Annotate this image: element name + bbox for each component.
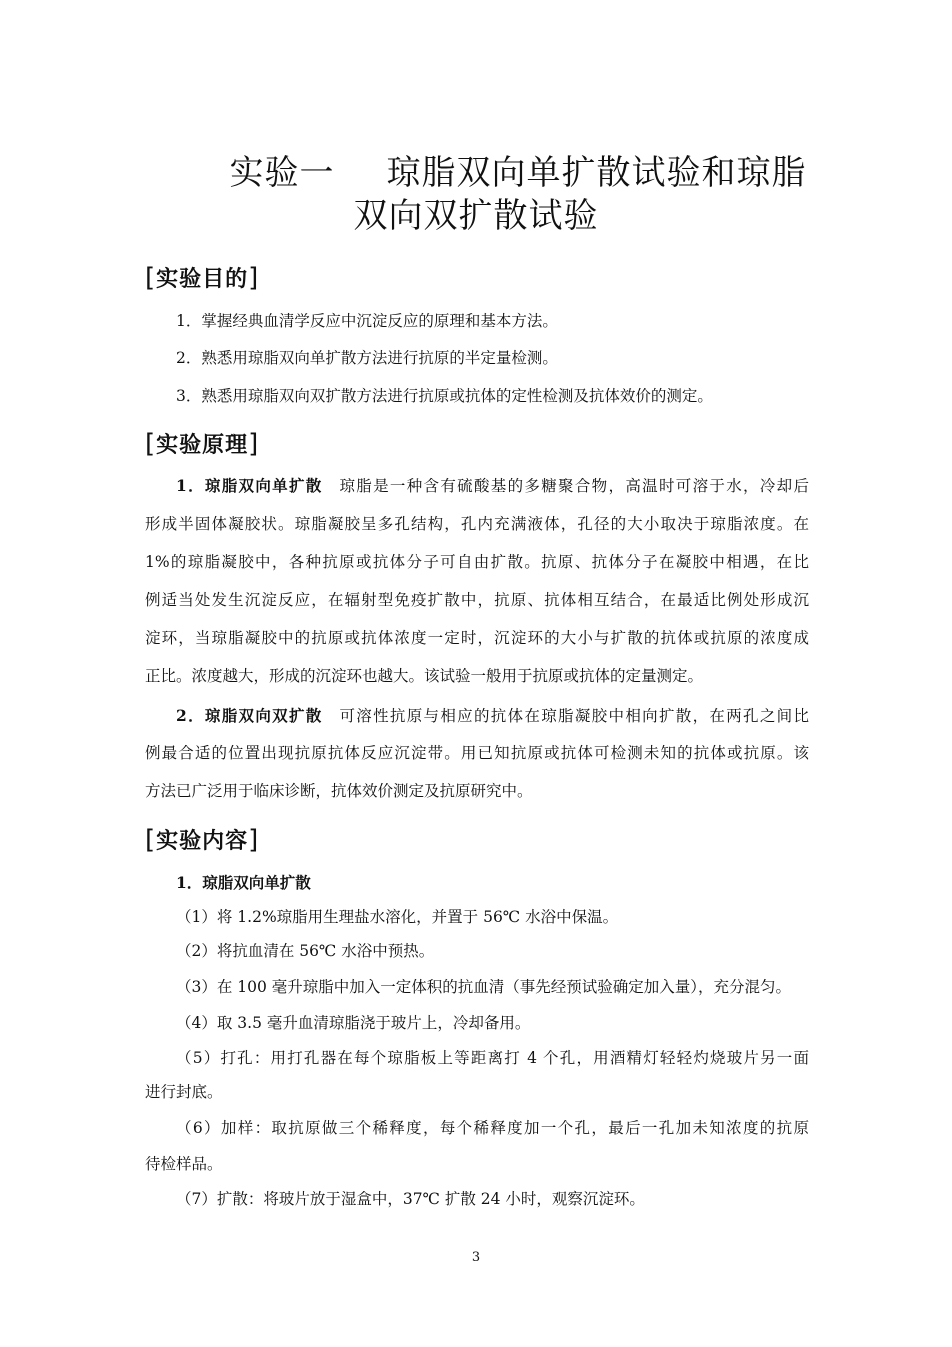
subsection-title: 1．琼脂双向单扩散 (176, 873, 311, 892)
paragraph-line (176, 705, 809, 727)
section-heading-label: 实验内容 (156, 829, 249, 854)
step-item: （3）在 100 毫升琼脂中加入一定体积的抗血清（事先经预试验确定加入量），充分混匀。 (176, 978, 792, 996)
paragraph-line (176, 475, 809, 497)
title-part1: 实验一 (229, 153, 335, 193)
section-heading-purpose: [实验目的] (145, 263, 260, 293)
list-item: 2．熟悉用琼脂双向单扩散方法进行抗原的半定量检测。 (176, 349, 558, 367)
paragraph-line: 1%的琼脂凝胶中，各种抗原或抗体分子可自由扩散。抗原、抗体分子在凝胶中相遇，在比 (145, 553, 809, 571)
paragraph-line: 淀环，当琼脂凝胶中的抗原或抗体浓度一定时，沉淀环的大小与扩散的抗体或抗原的浓度成 (145, 629, 809, 647)
section-heading-label: 实验目的 (156, 267, 249, 292)
paragraph-text: 可溶性抗原与相应的抗体在琼脂凝胶中相向扩散，在两孔之间比 (339, 707, 809, 725)
section-heading-label: 实验原理 (156, 433, 249, 458)
section-heading-principle: [实验原理] (145, 429, 260, 459)
paragraph-line: 例适当处发生沉淀反应，在辐射型免疫扩散中，抗原、抗体相互结合，在最适比例处形成沉 (145, 591, 809, 609)
paragraph-line: 方法已广泛用于临床诊断，抗体效价测定及抗原研究中。 (145, 782, 533, 800)
paragraph-line: 例最合适的位置出现抗原抗体反应沉淀带。用已知抗原或抗体可检测未知的抗体或抗原。该 (145, 744, 809, 762)
step-item: （5）打孔：用打孔器在每个琼脂板上等距离打 4 个孔，用酒精灯轻轻灼烧玻片另一面 (176, 1049, 809, 1067)
paragraph-subtitle: 2．琼脂双向双扩散 (176, 706, 323, 725)
step-item: （1）将 1.2%琼脂用生理盐水溶化，并置于 56℃ 水浴中保温。 (176, 908, 619, 926)
list-item: 1．掌握经典血清学反应中沉淀反应的原理和基本方法。 (176, 312, 558, 330)
page-title-line2: 双向双扩散试验 (353, 196, 599, 236)
title-part2: 琼脂双向单扩散试验和琼脂 (386, 153, 807, 193)
step-item: （2）将抗血清在 56℃ 水浴中预热。 (176, 942, 435, 960)
page-number: 3 (471, 1250, 481, 1265)
step-item-continued: 进行封底。 (145, 1083, 223, 1101)
paragraph-text: 琼脂是一种含有硫酸基的多糖聚合物，高温时可溶于水，冷却后 (339, 477, 809, 495)
section-heading-content: [实验内容] (145, 825, 260, 855)
paragraph-line: 正比。浓度越大，形成的沉淀环也越大。该试验一般用于抗原或抗体的定量测定。 (145, 667, 704, 685)
paragraph-line: 形成半固体凝胶状。琼脂凝胶呈多孔结构，孔内充满液体，孔径的大小取决于琼脂浓度。在 (145, 515, 809, 533)
step-item-continued: 待检样品。 (145, 1155, 223, 1173)
step-item: （6）加样：取抗原做三个稀释度，每个稀释度加一个孔，最后一孔加未知浓度的抗原 (176, 1119, 809, 1137)
step-item: （7）扩散：将玻片放于湿盒中，37℃ 扩散 24 小时，观察沉淀环。 (176, 1190, 645, 1208)
step-item: （4）取 3.5 毫升血清琼脂浇于玻片上，冷却备用。 (176, 1014, 531, 1032)
page-title (42, 149, 952, 197)
paragraph-subtitle: 1．琼脂双向单扩散 (176, 476, 323, 495)
list-item: 3．熟悉用琼脂双向双扩散方法进行抗原或抗体的定性检测及抗体效价的测定。 (176, 387, 713, 405)
